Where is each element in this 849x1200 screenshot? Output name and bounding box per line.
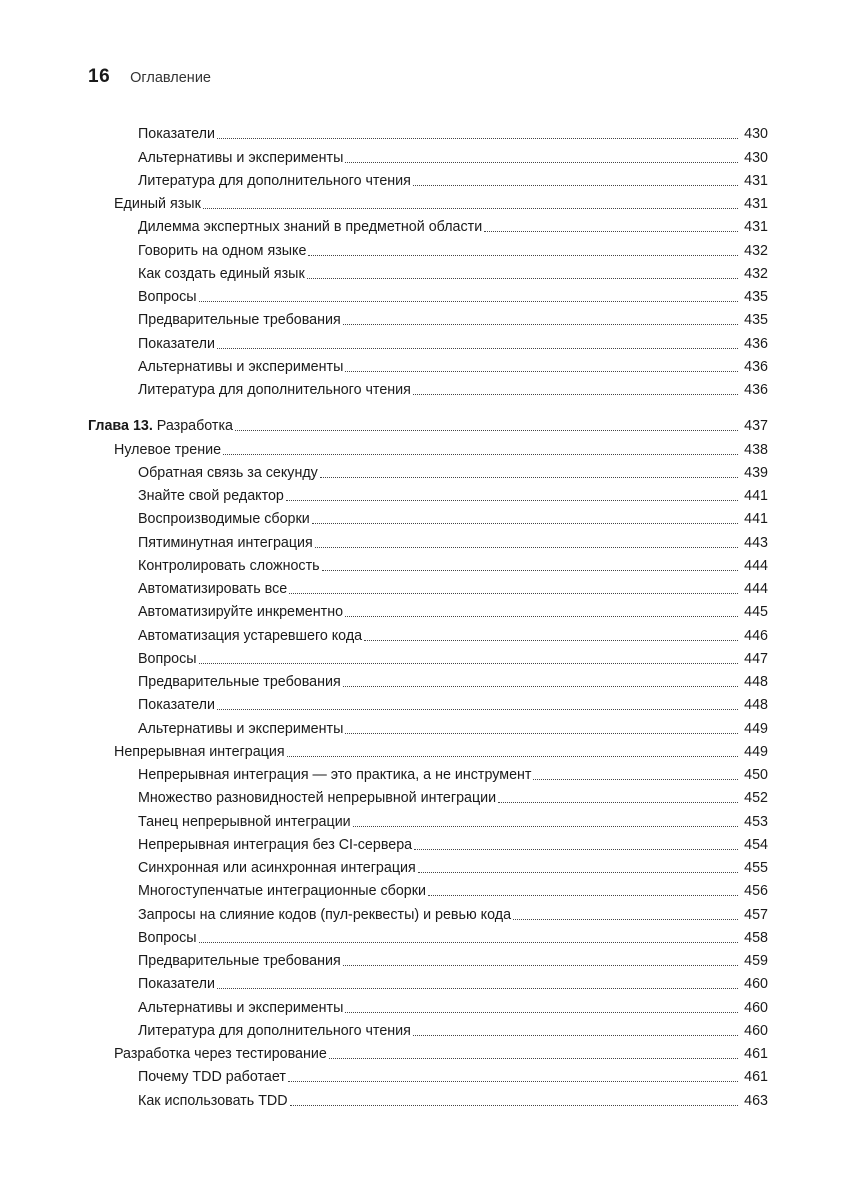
dot-leader bbox=[353, 826, 738, 827]
dot-leader bbox=[315, 547, 738, 548]
toc-page-number: 463 bbox=[744, 1092, 768, 1109]
toc-page-number: 448 bbox=[744, 674, 768, 690]
toc-entry-text: Разработка через тестирование bbox=[114, 1046, 327, 1062]
toc-subsection-entry[interactable] bbox=[88, 1017, 768, 1040]
toc-page-number: 430 bbox=[744, 149, 768, 166]
toc-page-number: 438 bbox=[744, 441, 768, 458]
toc-entry-text: Показатели bbox=[138, 976, 215, 993]
toc-page-number: 443 bbox=[744, 534, 768, 551]
toc-entry-title bbox=[114, 1045, 327, 1063]
toc-entry-title bbox=[138, 789, 496, 807]
dot-leader bbox=[533, 779, 738, 780]
toc-page-number: 454 bbox=[744, 836, 768, 853]
table-of-contents bbox=[88, 120, 768, 1110]
dot-leader bbox=[345, 733, 738, 734]
toc-entry-text: Автоматизировать все bbox=[138, 581, 288, 597]
toc-entry-title bbox=[138, 242, 306, 260]
toc-entry-title bbox=[138, 288, 197, 306]
toc-entry-title bbox=[138, 975, 215, 993]
toc-entry-title bbox=[138, 813, 351, 831]
dot-leader bbox=[320, 477, 738, 478]
toc-page-number: 431 bbox=[744, 196, 768, 212]
toc-entry-title bbox=[138, 149, 343, 167]
toc-page-number: 446 bbox=[744, 627, 768, 644]
toc-entry-text: Альтернативы и эксперименты bbox=[138, 358, 344, 375]
toc-page-number: 436 bbox=[744, 382, 768, 398]
dot-leader bbox=[413, 1035, 738, 1036]
running-title: Оглавление bbox=[130, 70, 211, 86]
toc-entry-title bbox=[138, 1068, 286, 1086]
toc-subsection-entry[interactable] bbox=[88, 970, 768, 993]
toc-entry-text: Показатели bbox=[138, 697, 215, 714]
dot-leader bbox=[418, 872, 738, 873]
toc-subsection-entry[interactable] bbox=[88, 924, 768, 947]
dot-leader bbox=[322, 570, 738, 571]
toc-subsection-entry[interactable] bbox=[88, 877, 768, 900]
toc-subsection-entry[interactable] bbox=[88, 1086, 768, 1109]
toc-entry-title bbox=[138, 358, 343, 376]
toc-entry-title bbox=[138, 906, 511, 924]
toc-subsection-entry[interactable] bbox=[88, 691, 768, 714]
toc-subsection-entry[interactable] bbox=[88, 376, 768, 399]
dot-leader bbox=[199, 942, 738, 943]
toc-entry-title bbox=[114, 743, 285, 761]
toc-section-entry[interactable] bbox=[88, 190, 768, 213]
toc-page-number: 461 bbox=[744, 1069, 768, 1086]
toc-entry-text: Почему TDD работает bbox=[138, 1069, 286, 1086]
toc-section-entry[interactable] bbox=[88, 738, 768, 761]
toc-entry-text: Литература для дополнительного чтения bbox=[138, 382, 411, 398]
toc-entry-text: Как использовать TDD bbox=[138, 1092, 288, 1109]
toc-subsection-entry[interactable] bbox=[88, 459, 768, 482]
toc-entry-text: Как создать единый язык bbox=[138, 265, 305, 282]
dot-leader bbox=[345, 616, 738, 617]
toc-subsection-entry[interactable] bbox=[88, 784, 768, 807]
toc-subsection-entry[interactable] bbox=[88, 854, 768, 877]
toc-subsection-entry[interactable] bbox=[88, 143, 768, 166]
toc-subsection-entry[interactable] bbox=[88, 807, 768, 830]
toc-subsection-entry[interactable] bbox=[88, 505, 768, 528]
toc-entry-text: Альтернативы и эксперименты bbox=[138, 999, 344, 1016]
toc-page-number: 437 bbox=[744, 418, 768, 435]
toc-entry-text: Нулевое трение bbox=[114, 441, 222, 458]
toc-entry-text: Множество разновидностей непрерывной интеграции bbox=[138, 790, 497, 807]
toc-subsection-entry[interactable] bbox=[88, 575, 768, 598]
toc-entry-text: Воспроизводимые сборки bbox=[138, 511, 310, 528]
dot-leader bbox=[513, 919, 738, 920]
chapter-label: Глава 13. bbox=[88, 418, 153, 435]
dot-leader bbox=[414, 849, 738, 850]
toc-entry-title bbox=[138, 510, 310, 528]
toc-entry-text: Непрерывная интеграция без CI-сервера bbox=[138, 836, 413, 853]
toc-entry-text: Альтернативы и эксперименты bbox=[138, 149, 344, 166]
toc-entry-text: Обратная связь за секунду bbox=[138, 464, 318, 481]
toc-entry-text: Предварительные требования bbox=[138, 312, 341, 329]
toc-entry-title bbox=[138, 125, 215, 143]
toc-page-number: 435 bbox=[744, 312, 768, 329]
toc-subsection-entry[interactable] bbox=[88, 528, 768, 551]
toc-entry-text: Знайте свой редактор bbox=[138, 488, 284, 504]
toc-entry-title bbox=[138, 882, 426, 900]
toc-entry-title bbox=[138, 836, 412, 854]
toc-entry-title bbox=[138, 464, 318, 482]
page-header bbox=[88, 66, 211, 88]
toc-chapter-entry[interactable] bbox=[88, 412, 768, 435]
toc-entry-text: Вопросы bbox=[138, 929, 197, 946]
toc-page-number: 432 bbox=[744, 265, 768, 282]
toc-subsection-entry[interactable] bbox=[88, 900, 768, 923]
toc-page-number: 460 bbox=[744, 976, 768, 993]
toc-entry-text: Альтернативы и эксперименты bbox=[138, 720, 344, 737]
toc-subsection-entry[interactable] bbox=[88, 947, 768, 970]
toc-subsection-entry[interactable] bbox=[88, 621, 768, 644]
toc-entry-title bbox=[88, 417, 233, 435]
toc-entry-title bbox=[138, 929, 197, 947]
toc-page-number: 460 bbox=[744, 1022, 768, 1039]
toc-entry-title bbox=[138, 720, 343, 738]
dot-leader bbox=[289, 593, 738, 594]
toc-subsection-entry[interactable] bbox=[88, 283, 768, 306]
toc-page-number: 430 bbox=[744, 126, 768, 143]
dot-leader bbox=[199, 663, 738, 664]
toc-entry-title bbox=[138, 265, 305, 283]
toc-entry-title bbox=[138, 627, 362, 645]
toc-entry-title bbox=[138, 534, 313, 552]
dot-leader bbox=[413, 394, 738, 395]
toc-page-number: 450 bbox=[744, 767, 768, 783]
toc-entry-text: Синхронная или асинхронная интеграция bbox=[138, 860, 416, 876]
toc-entry-title bbox=[138, 172, 411, 190]
toc-entry-title bbox=[138, 650, 197, 668]
toc-entry-title bbox=[138, 952, 341, 970]
dot-leader bbox=[307, 278, 738, 279]
dot-leader bbox=[290, 1105, 738, 1106]
toc-subsection-entry[interactable] bbox=[88, 260, 768, 283]
toc-page-number: 459 bbox=[744, 953, 768, 969]
toc-entry-text: Автоматизируйте инкрементно bbox=[138, 604, 344, 621]
dot-leader bbox=[223, 454, 738, 455]
toc-entry-title bbox=[138, 1022, 411, 1040]
toc-section-entry[interactable] bbox=[88, 1040, 768, 1063]
toc-page-number: 436 bbox=[744, 335, 768, 352]
toc-page-number: 431 bbox=[744, 219, 768, 236]
toc-entry-title bbox=[138, 603, 343, 621]
dot-leader bbox=[345, 1012, 738, 1013]
dot-leader bbox=[343, 686, 738, 687]
toc-entry-title bbox=[138, 766, 531, 784]
toc-entry-title bbox=[138, 335, 215, 353]
toc-entry-text: Вопросы bbox=[138, 650, 197, 667]
dot-leader bbox=[364, 640, 738, 641]
dot-leader bbox=[498, 802, 738, 803]
toc-page-number: 456 bbox=[744, 883, 768, 900]
toc-entry-title bbox=[138, 580, 287, 598]
dot-leader bbox=[217, 138, 738, 139]
toc-page-number: 455 bbox=[744, 860, 768, 876]
toc-entry-text: Танец непрерывной интеграции bbox=[138, 813, 351, 830]
toc-subsection-entry[interactable] bbox=[88, 761, 768, 784]
toc-page-number: 457 bbox=[744, 906, 768, 923]
toc-entry-title bbox=[138, 311, 341, 329]
toc-page-number: 444 bbox=[744, 581, 768, 597]
toc-entry-title bbox=[138, 218, 482, 236]
dot-leader bbox=[343, 965, 738, 966]
dot-leader bbox=[199, 301, 738, 302]
toc-page-number: 432 bbox=[744, 242, 768, 259]
toc-subsection-entry[interactable] bbox=[88, 213, 768, 236]
toc-entry-text: Единый язык bbox=[114, 196, 201, 212]
toc-entry-text: Непрерывная интеграция — это практика, а не инструмент bbox=[138, 767, 532, 783]
toc-page-number: 447 bbox=[744, 650, 768, 667]
toc-subsection-entry[interactable] bbox=[88, 236, 768, 259]
toc-entry-title bbox=[114, 195, 201, 213]
toc-entry-text: Автоматизация устаревшего кода bbox=[138, 627, 363, 644]
toc-page-number: 461 bbox=[744, 1046, 768, 1062]
toc-entry-text: Литература для дополнительного чтения bbox=[138, 1022, 411, 1039]
toc-subsection-entry[interactable] bbox=[88, 1063, 768, 1086]
toc-subsection-entry[interactable] bbox=[88, 598, 768, 621]
toc-entry-title bbox=[138, 1092, 288, 1110]
toc-page-number: 460 bbox=[744, 999, 768, 1016]
page-number: 16 bbox=[88, 66, 111, 87]
toc-entry-text: Литература для дополнительного чтения bbox=[138, 172, 411, 189]
toc-page-number: 444 bbox=[744, 557, 768, 574]
toc-subsection-entry[interactable] bbox=[88, 993, 768, 1016]
toc-entry-text: Вопросы bbox=[138, 289, 197, 305]
dot-leader bbox=[329, 1058, 738, 1059]
dot-leader bbox=[217, 709, 738, 710]
dot-leader bbox=[203, 208, 738, 209]
toc-entry-text: Пятиминутная интеграция bbox=[138, 534, 313, 551]
toc-entry-title bbox=[138, 673, 341, 691]
dot-leader bbox=[217, 988, 738, 989]
toc-page-number: 441 bbox=[744, 511, 768, 528]
toc-subsection-entry[interactable] bbox=[88, 353, 768, 376]
toc-entry-text: Запросы на слияние кодов (пул-реквесты) и ревью кода bbox=[138, 906, 512, 923]
dot-leader bbox=[345, 371, 738, 372]
toc-entry-text: Предварительные требования bbox=[138, 953, 341, 969]
toc-entry-text: Говорить на одном языке bbox=[138, 242, 307, 259]
toc-entry-title bbox=[138, 859, 416, 877]
toc-page-number: 448 bbox=[744, 697, 768, 714]
toc-page-number: 445 bbox=[744, 604, 768, 621]
toc-entry-text: Контролировать сложность bbox=[138, 557, 320, 574]
dot-leader bbox=[413, 185, 738, 186]
toc-entry-text: Показатели bbox=[138, 335, 215, 352]
toc-entry-text: Многоступенчатые интеграционные сборки bbox=[138, 883, 426, 900]
toc-entry-title bbox=[114, 441, 221, 459]
toc-entry-text: Непрерывная интеграция bbox=[114, 743, 285, 760]
dot-leader bbox=[286, 500, 738, 501]
toc-page-number: 441 bbox=[744, 488, 768, 504]
toc-page-number: 453 bbox=[744, 813, 768, 830]
toc-subsection-entry[interactable] bbox=[88, 329, 768, 352]
toc-subsection-entry[interactable] bbox=[88, 668, 768, 691]
toc-entry-text: Разработка bbox=[152, 418, 234, 435]
toc-subsection-entry[interactable] bbox=[88, 831, 768, 854]
toc-entry-title bbox=[138, 557, 320, 575]
dot-leader bbox=[484, 231, 738, 232]
toc-entry-text: Предварительные требования bbox=[138, 674, 341, 690]
toc-page-number: 435 bbox=[744, 289, 768, 305]
toc-entry-title bbox=[138, 696, 215, 714]
dot-leader bbox=[428, 895, 738, 896]
dot-leader bbox=[345, 162, 738, 163]
toc-subsection-entry[interactable] bbox=[88, 167, 768, 190]
toc-page-number: 449 bbox=[744, 743, 768, 760]
toc-subsection-entry[interactable] bbox=[88, 645, 768, 668]
toc-section-entry[interactable] bbox=[88, 435, 768, 458]
toc-subsection-entry[interactable] bbox=[88, 120, 768, 143]
toc-subsection-entry[interactable] bbox=[88, 552, 768, 575]
toc-entry-title bbox=[138, 381, 411, 399]
toc-entry-text: Показатели bbox=[138, 126, 215, 143]
toc-page-number: 449 bbox=[744, 720, 768, 737]
toc-page-number: 436 bbox=[744, 358, 768, 375]
dot-leader bbox=[312, 523, 738, 524]
dot-leader bbox=[217, 348, 738, 349]
toc-subsection-entry[interactable] bbox=[88, 306, 768, 329]
toc-subsection-entry[interactable] bbox=[88, 714, 768, 737]
toc-entry-text: Дилемма экспертных знаний в предметной области bbox=[138, 219, 483, 236]
dot-leader bbox=[308, 255, 738, 256]
dot-leader bbox=[287, 756, 738, 757]
dot-leader bbox=[235, 430, 738, 431]
toc-page-number: 431 bbox=[744, 172, 768, 189]
toc-page-number: 452 bbox=[744, 790, 768, 807]
dot-leader bbox=[288, 1081, 738, 1082]
toc-subsection-entry[interactable] bbox=[88, 482, 768, 505]
toc-page-number: 439 bbox=[744, 464, 768, 481]
toc-entry-title bbox=[138, 999, 343, 1017]
toc-page-number: 458 bbox=[744, 929, 768, 946]
dot-leader bbox=[343, 324, 738, 325]
toc-entry-title bbox=[138, 487, 284, 505]
